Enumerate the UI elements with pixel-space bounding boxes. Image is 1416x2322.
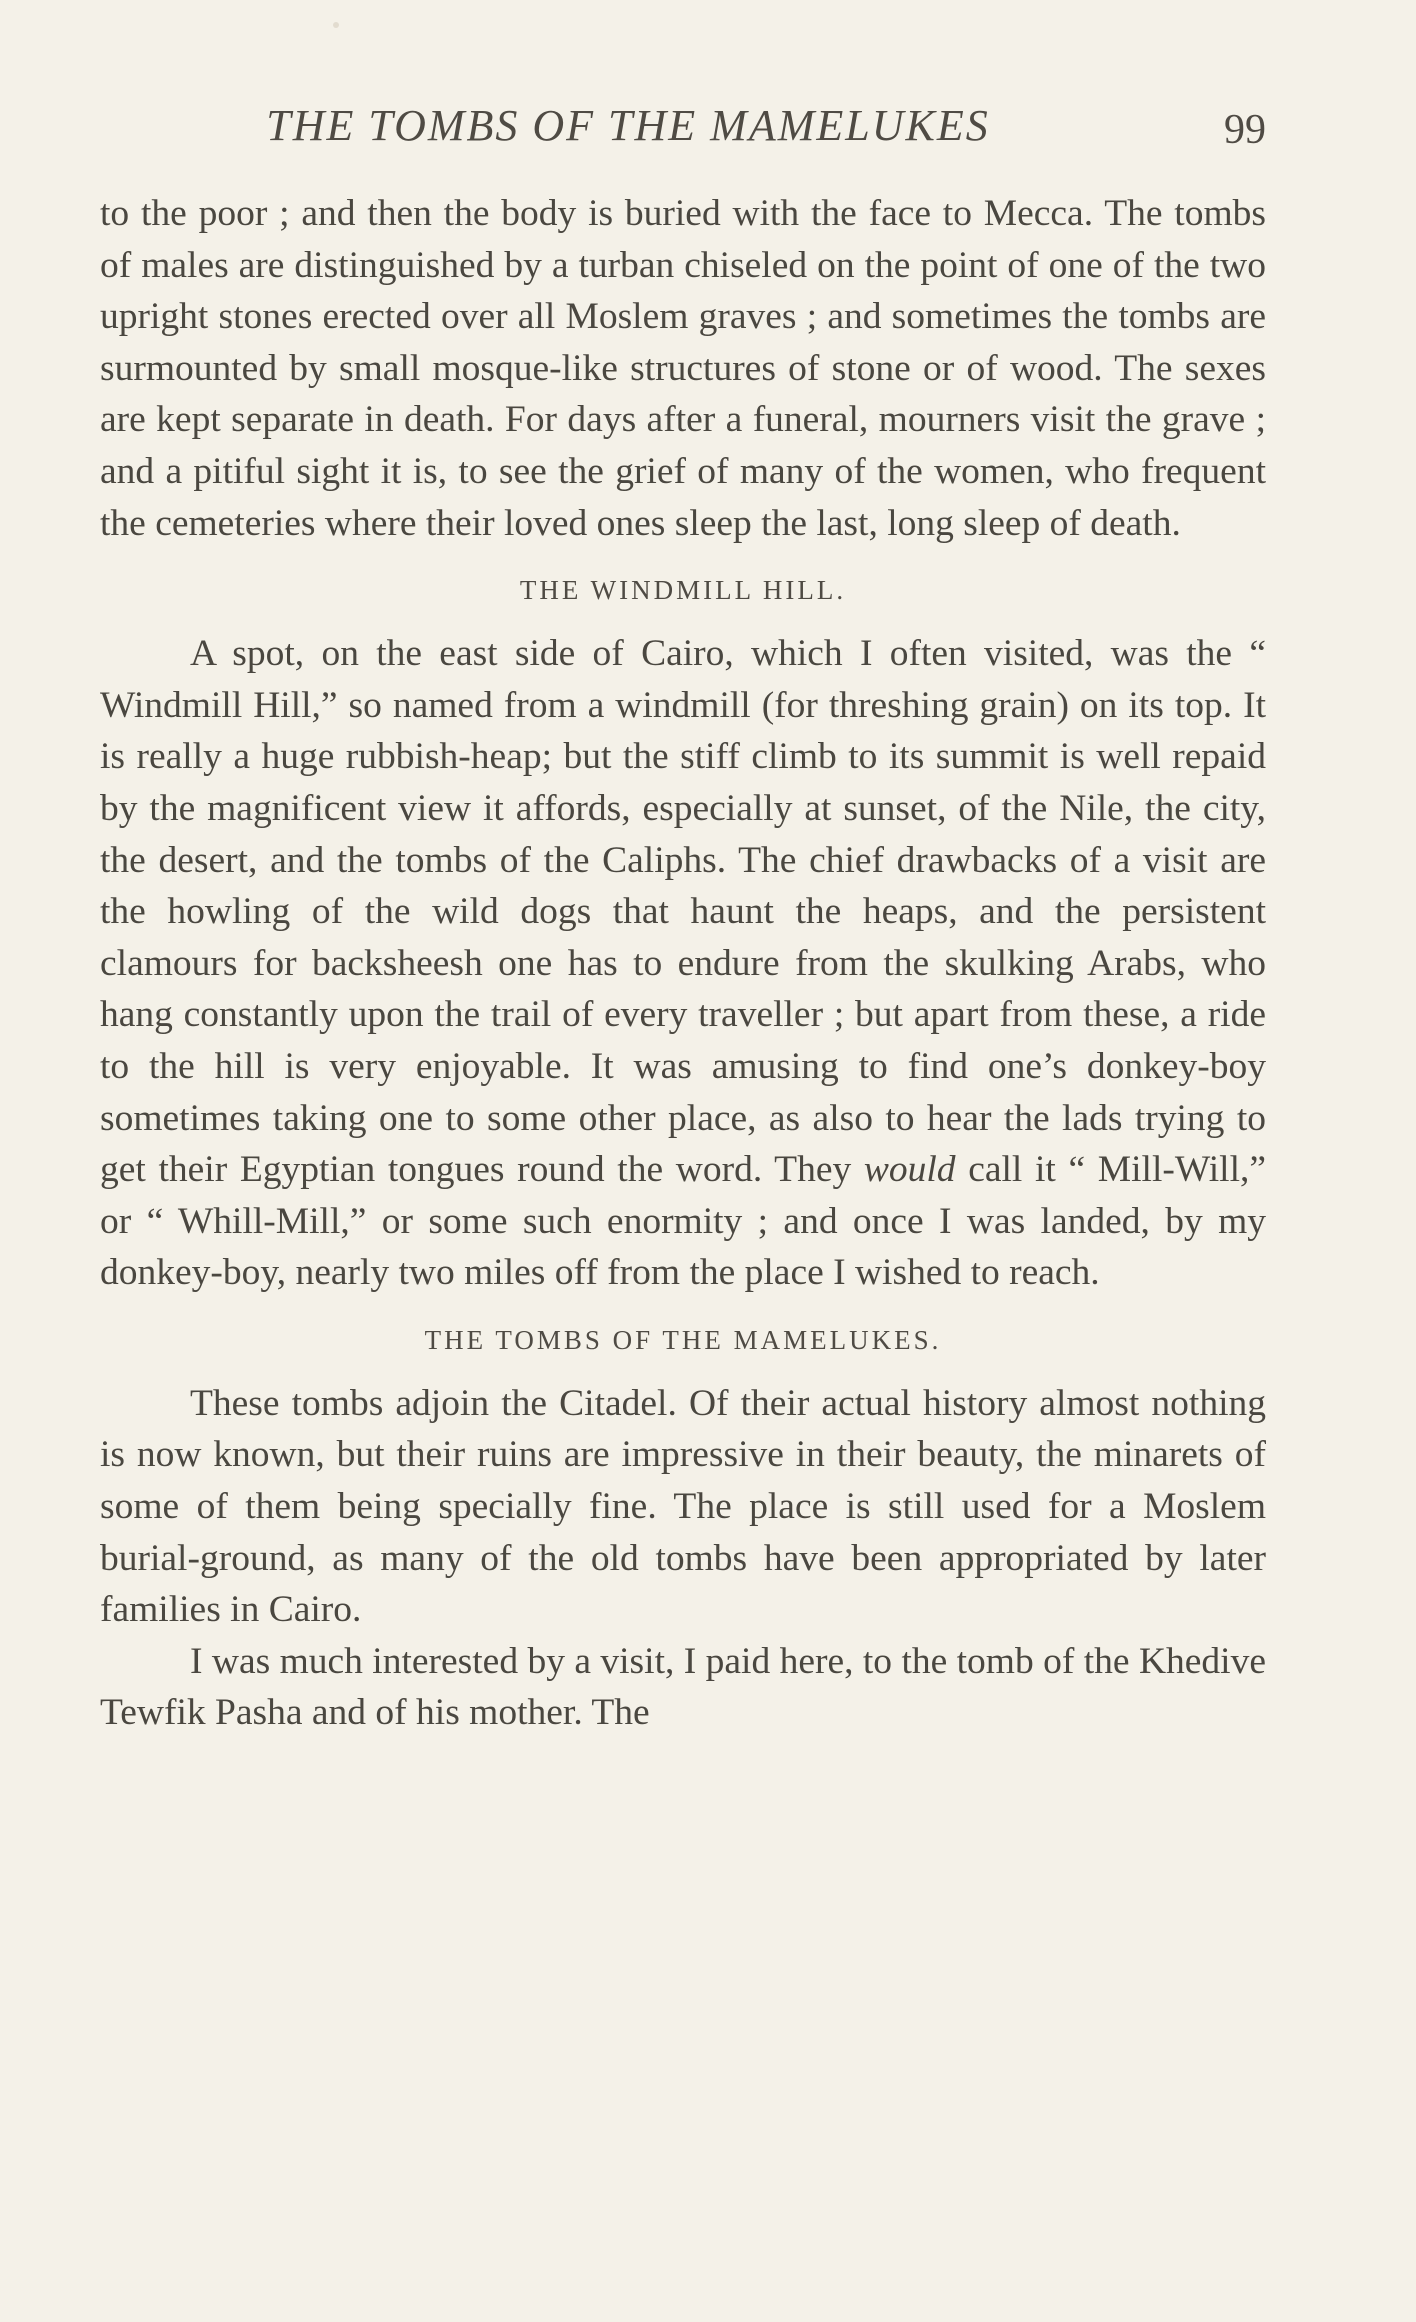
- paper-speck: [333, 22, 339, 28]
- running-title: THE TOMBS OF THE MAMELUKES: [266, 101, 990, 150]
- page-header: [100, 100, 1266, 160]
- paragraph-text: A spot, on the east side of Cairo, which I often visited, was the “ Windmill Hill,” so named from a windmill (for threshing grain) on its top. It is really a huge rubbish-heap; but the stiff climb to its summit is well repaid by the magnificent view it affords, especially at sunset, of the Nile, the city, the desert, and the tombs of the Caliphs. The chief drawbacks of a visit are the howling of the wild dogs that haunt the heaps, and the persistent clamours for backsheesh one has to endure from the skulking Arabs, who hang constantly upon the trail of every traveller ; but apart from these, a ride to the hill is very enjoyable. It was amusing to find one’s donkey-boy sometimes taking one to some other place, as also to hear the lads trying to get their Egyptian tongues round the word. They: [100, 633, 1266, 1191]
- italic-emphasis: would: [863, 1149, 956, 1191]
- body-text: [100, 188, 1266, 1739]
- page-number: 99: [1224, 107, 1266, 153]
- section-heading-windmill-hill: THE WINDMILL HILL.: [519, 575, 847, 606]
- paragraph-tombs: These tombs adjoin the Citadel. Of their actual history almost nothing is now known, but their ruins are impressive in their beauty, the minarets of some of them being specially fine. The place is still used for a Moslem burial-ground, as many of the old tombs have been appropriated by later families in Cairo.: [100, 1382, 1266, 1631]
- paragraph-khedive-visit: I was much interested by a visit, I paid here, to the tomb of the Khedive Tewfik Pasha and of his mother. The: [100, 1640, 1266, 1734]
- section-heading-tombs-mamelukes: THE TOMBS OF THE MAMELUKES.: [424, 1324, 942, 1355]
- paragraph-continuation: to the poor ; and then the body is buried with the face to Mecca. The tombs of males are distinguished by a turban chiseled on the point of one of the two upright stones erected over all Moslem graves ; and sometimes the tombs are surmounted by small mosque-like structures of stone or of wood. The sexes are kept separate in death. For days after a funeral, mourners visit the grave ; and a pitiful sight it is, to see the grief of many of the women, who frequent the cemeteries where their loved ones sleep the last, long sleep of death.: [100, 193, 1266, 544]
- paragraph-windmill-hill: [100, 628, 1266, 1299]
- paragraph-text: call it “ Mill-Will,” or “ Whill-Mill,” or some such enormity ; and once I was landed, by my donkey-boy, nearly two miles off from the place I wished to reach.: [100, 1149, 1267, 1294]
